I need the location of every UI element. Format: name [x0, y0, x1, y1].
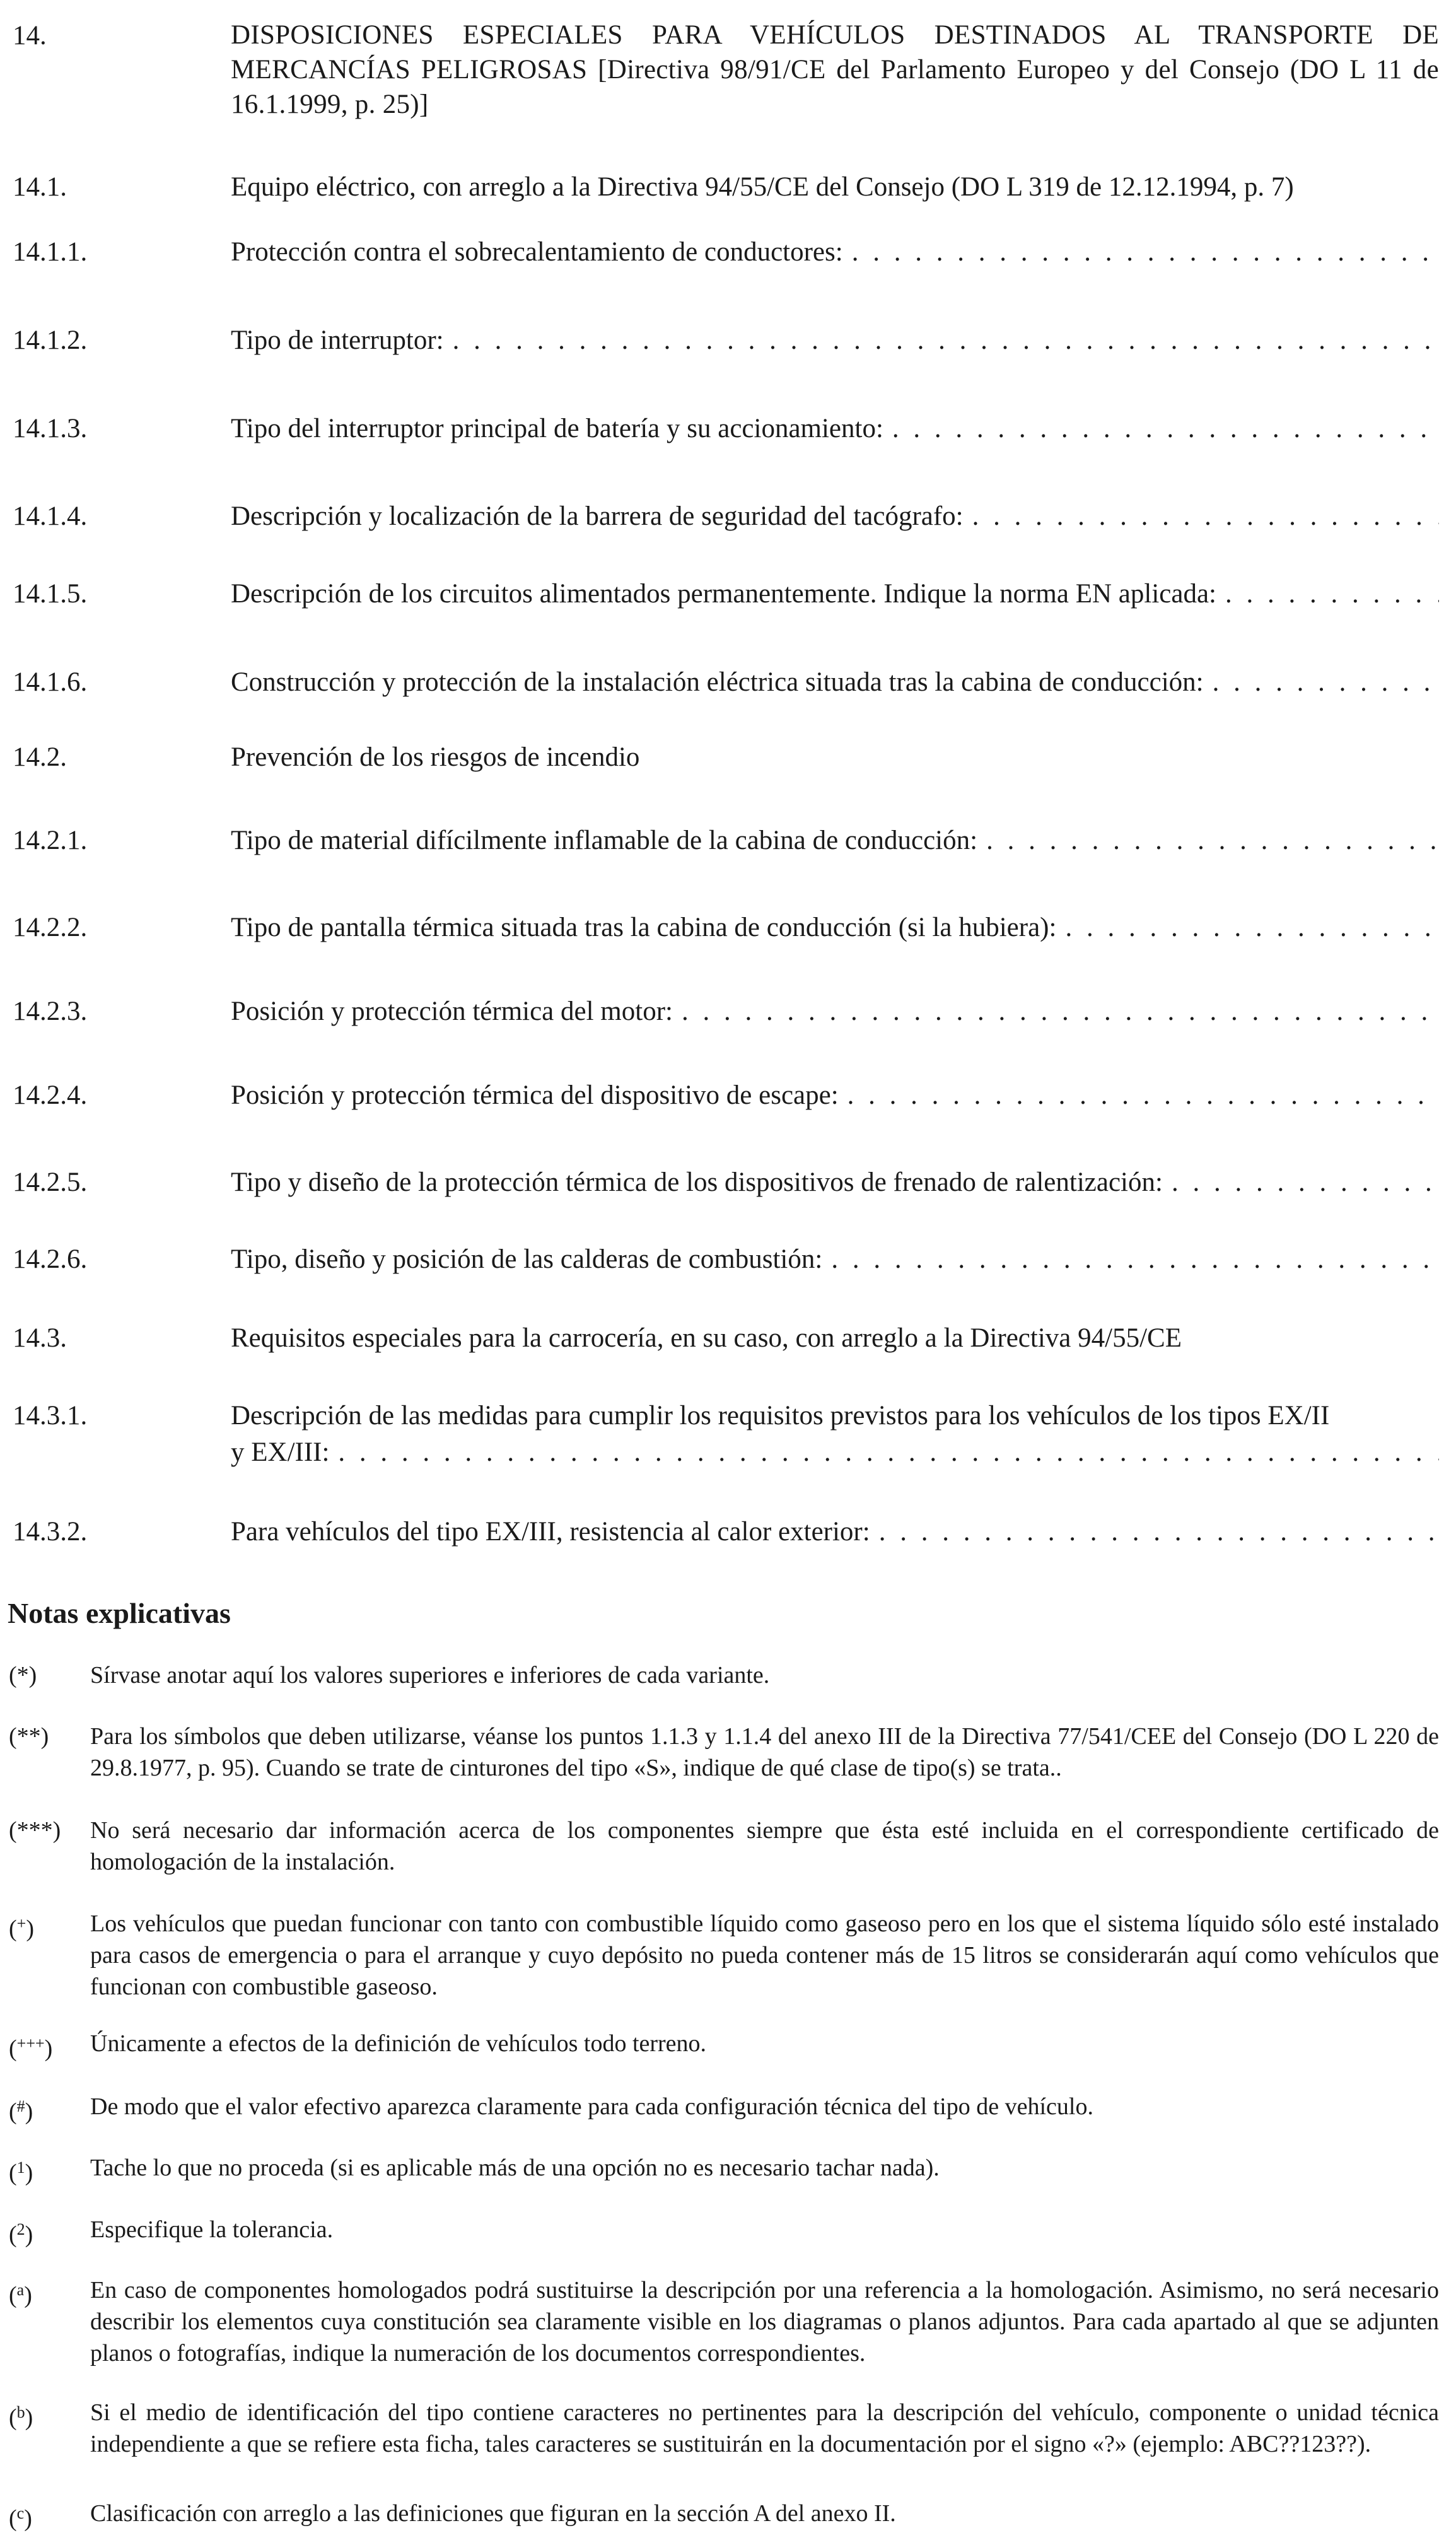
field-label: Tipo de interruptor: — [231, 325, 444, 355]
dot-leader — [1172, 1164, 1439, 1201]
field-label: Posición y protección térmica del motor: — [231, 997, 673, 1026]
section-heading: DISPOSICIONES ESPECIALES PARA VEHÍCULOS DESTINADOS AL TRANSPORTE DE MERCANCÍAS PELIGROSAS [Directiva 98/91/CE del Parlamento Europeo y del Consejo (DO L 11 de 16.1.1999, p. 25)] — [231, 20, 1439, 119]
field-number: 14.2.4. — [13, 1080, 88, 1110]
dot-leader — [682, 993, 1439, 1030]
field-label: Posición y protección térmica del dispositivo de escape: — [231, 1080, 839, 1110]
notes-title: Notas explicativas — [8, 1597, 231, 1629]
section-text: Prevención de los riesgos de incendio — [231, 742, 640, 772]
field-label: Descripción de los circuitos alimentados permanentemente. Indique la norma EN aplicada: — [231, 579, 1216, 609]
dot-leader — [879, 1514, 1439, 1550]
dot-leader — [847, 1077, 1439, 1114]
field-label-line2: y EX/III: — [231, 1437, 330, 1467]
field-number: 14.3.2. — [13, 1517, 88, 1547]
note-mark: ($^b$) — [9, 2403, 33, 2431]
note-text: Clasificación con arreglo a las definiciones que figuran en la sección A del anexo II. — [90, 2500, 896, 2527]
field-number: 14.1.3. — [13, 414, 88, 443]
field-label: Tipo del interruptor principal de batería y su accionamiento: — [231, 414, 883, 443]
note-text: Tache lo que no proceda (si es aplicable más de una opción no es necesario tachar nada). — [90, 2155, 940, 2181]
dot-leader — [986, 822, 1439, 859]
note-mark: ($^a$) — [9, 2281, 32, 2308]
note-text: De modo que el valor efectivo aparezca claramente para cada configuración técnica del tipo de vehículo. — [90, 2093, 1093, 2120]
field-label: Descripción y localización de la barrera de seguridad del tacógrafo: — [231, 501, 964, 531]
section-text: Equipo eléctrico, con arreglo a la Directiva 94/55/CE del Consejo (DO L 319 de 12.12.1994, p. 7) — [231, 172, 1294, 202]
field-number: 14.1.5. — [13, 579, 88, 609]
dot-leader — [972, 498, 1439, 535]
field-number: 14.1.1. — [13, 237, 88, 267]
note-mark: (+) — [9, 1914, 34, 1942]
dot-leader — [831, 1241, 1439, 1278]
note-text: Los vehículos que puedan funcionar con tanto con combustible líquido como gaseoso pero en los que el sistema líquido sólo esté instalado para casos de emergencia o para el arranque y cuyo depósito no pueda contener más de 15 litros se considerarán aquí como vehículos que funcionan con combustible gaseoso. — [90, 1910, 1439, 2000]
field-label: Protección contra el sobrecalentamiento de conductores: — [231, 237, 843, 267]
field-number: 14.2.3. — [13, 997, 88, 1026]
field-label: Tipo de material difícilmente inflamable de la cabina de conducción: — [231, 826, 978, 855]
field-number: 14.1.6. — [13, 667, 88, 697]
note-text: Únicamente a efectos de la definición de vehículos todo terreno. — [90, 2030, 707, 2057]
field-label: Tipo de pantalla térmica situada tras la cabina de conducción (si la hubiera): — [231, 913, 1057, 942]
dot-leader — [892, 411, 1439, 447]
note-mark: ($^2$) — [9, 2220, 33, 2248]
note-mark: (*) — [9, 1662, 37, 1688]
dot-leader — [1065, 910, 1439, 946]
note-text: Especifique la tolerancia. — [90, 2216, 334, 2243]
field-label: Tipo, diseño y posición de las calderas de combustión: — [231, 1244, 823, 1274]
dot-leader — [1225, 576, 1439, 612]
field-number: 14.2.6. — [13, 1244, 88, 1274]
field-number: 14.2.2. — [13, 913, 88, 942]
field-label: Construcción y protección de la instalación eléctrica situada tras la cabina de conducción: — [231, 667, 1204, 697]
field-label: Para vehículos del tipo EX/III, resistencia al calor exterior: — [231, 1517, 870, 1547]
dot-leader — [1213, 664, 1439, 701]
field-number: 14.2.5. — [13, 1167, 88, 1197]
field-label-line1: Descripción de las medidas para cumplir los requisitos previstos para los vehículos de los tipos EX/II — [231, 1401, 1330, 1430]
section-text: Requisitos especiales para la carrocería, en su caso, con arreglo a la Directiva 94/55/CE — [231, 1323, 1182, 1353]
section-number: 14.3. — [13, 1323, 67, 1353]
note-text: No será necesario dar información acerca de los componentes siempre que ésta esté incluida en el correspondiente certificado de homologación de la instalación. — [90, 1817, 1439, 1875]
note-text: Sírvase anotar aquí los valores superiores e inferiores de cada variante. — [90, 1662, 770, 1688]
field-number: 14.2.1. — [13, 826, 88, 855]
section-number: 14.2. — [13, 742, 67, 772]
field-number: 14.1.4. — [13, 501, 88, 531]
note-mark: (***) — [9, 1817, 61, 1844]
note-mark: (+++) — [9, 2034, 53, 2062]
note-mark: (**) — [9, 1723, 49, 1750]
dot-leader — [852, 234, 1439, 271]
section-number: 14.1. — [13, 172, 67, 202]
note-mark: (#) — [9, 2097, 33, 2125]
dot-leader — [453, 322, 1439, 359]
field-label: Tipo y diseño de la protección térmica de los dispositivos de frenado de ralentización: — [231, 1167, 1163, 1197]
field-number: 14.1.2. — [13, 325, 88, 355]
note-mark: ($^1$) — [9, 2158, 33, 2186]
note-text: En caso de componentes homologados podrá sustituirse la descripción por una referencia a la homologación. Asimismo, no será necesario describir los elementos cuya constitución sea claramente visible en los diagramas o planos adjuntos. Para cada apartado al que se adjunten planos o fotografías, indique la numeración de los documentos correspondientes. — [90, 2277, 1439, 2367]
note-mark: ($^c$) — [9, 2504, 32, 2532]
field-number: 14.3.1. — [13, 1401, 88, 1430]
note-text: Si el medio de identificación del tipo contiene caracteres no pertinentes para la descripción del vehículo, componente o unidad técnica independiente a que se refiere esta ficha, tales caracteres se sustituirán en la documentación por el signo «?» (ejemplo: ABC??123??). — [90, 2399, 1439, 2457]
dot-leader — [338, 1434, 1439, 1471]
note-text: Para los símbolos que deben utilizarse, véanse los puntos 1.1.3 y 1.1.4 del anexo III de la Directiva 77/541/CEE del Consejo (DO L 220 de 29.8.1977, p. 95). Cuando se trate de cinturones del tipo «S», indique de qué clase de tipo(s) se trata.. — [90, 1723, 1439, 1781]
section-number: 14. — [13, 21, 47, 50]
